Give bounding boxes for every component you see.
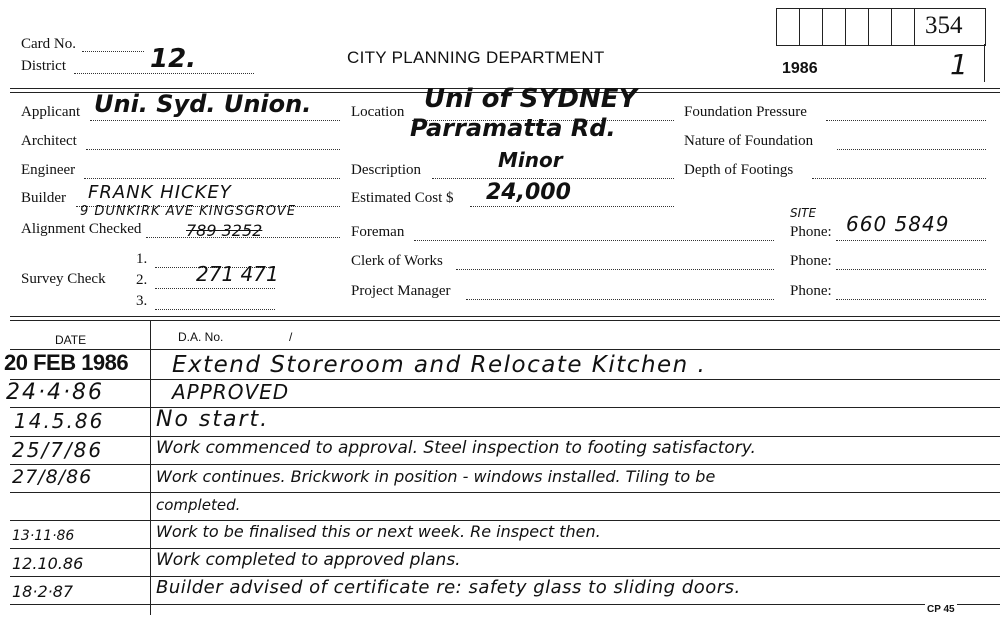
number-box-2 <box>799 8 823 46</box>
log-row-line <box>10 492 1000 493</box>
number-box-3 <box>822 8 846 46</box>
log-entry: Work commenced to approval. Steel inspection to footing satisfactory. <box>156 438 756 458</box>
log-date: 12.10.86 <box>12 554 84 573</box>
year-label: 1986 <box>782 60 818 77</box>
card-number: 354 <box>925 12 963 39</box>
builder-label: Builder <box>21 190 66 206</box>
log-row-line <box>10 379 1000 380</box>
number-box-6 <box>891 8 915 46</box>
applicant-dots <box>90 120 340 121</box>
log-entry: No start. <box>156 407 270 432</box>
applicant-value: Uni. Syd. Union. <box>94 90 312 118</box>
phone-label-3: Phone: <box>790 283 832 299</box>
survey-label: Survey Check <box>21 271 106 287</box>
page-title: CITY PLANNING DEPARTMENT <box>347 48 605 67</box>
da-no-header: D.A. No. <box>178 330 224 344</box>
engineer-dots <box>84 178 340 179</box>
log-date: 14.5.86 <box>14 409 105 433</box>
clerk-label: Clerk of Works <box>351 253 443 269</box>
nature-foundation-dots <box>837 149 986 150</box>
log-date: 13·11·86 <box>12 528 75 544</box>
foreman-label: Foreman <box>351 224 405 240</box>
survey-dots-2 <box>155 288 275 289</box>
cost-value: 24,000 <box>486 180 571 205</box>
phone-dots-3 <box>836 299 986 300</box>
log-entry: APPROVED <box>172 380 290 404</box>
card-no-label: Card No. <box>21 36 76 52</box>
cost-dots <box>470 206 674 207</box>
form-code: CP 45 <box>927 604 955 615</box>
number-box-1 <box>776 8 800 46</box>
cost-label: Estimated Cost $ <box>351 190 454 206</box>
phone-value: 660 5849 <box>846 212 950 236</box>
phone-label-1: Phone: <box>790 224 832 240</box>
phone-dots-2 <box>836 269 986 270</box>
header-right-rule <box>984 44 985 82</box>
card-number-box <box>914 8 986 46</box>
number-box-5 <box>868 8 892 46</box>
foundation-pressure-dots <box>826 120 986 121</box>
builder-address: 9 DUNKIRK AVE KINGSGROVE <box>80 204 297 219</box>
log-entry: completed. <box>156 496 241 514</box>
foundation-pressure-label: Foundation Pressure <box>684 104 807 120</box>
project-manager-label: Project Manager <box>351 283 451 299</box>
engineer-label: Engineer <box>21 162 76 178</box>
number-box-4 <box>845 8 869 46</box>
project-manager-dots <box>466 299 774 300</box>
location-line2: Parramatta Rd. <box>410 114 616 142</box>
log-date: 18·2·87 <box>12 582 74 601</box>
survey-num-3: 3. <box>136 293 148 309</box>
log-date: 24·4·86 <box>6 380 104 405</box>
builder-value: FRANK HICKEY <box>88 182 232 203</box>
clerk-dots <box>456 269 774 270</box>
depth-footings-label: Depth of Footings <box>684 162 794 178</box>
location-line1: Uni of SYDNEY <box>424 84 638 114</box>
card-no-dots <box>82 51 144 52</box>
sub-number: 1 <box>950 48 968 81</box>
log-entry: Work continues. Brickwork in position - windows installed. Tiling to be <box>156 467 716 486</box>
description-label: Description <box>351 162 421 178</box>
survey-num-1: 1. <box>136 251 148 267</box>
architect-label: Architect <box>21 133 77 149</box>
log-row-line <box>10 548 1000 549</box>
log-row-line <box>10 464 1000 465</box>
log-entry: Work to be finalised this or next week. Re inspect then. <box>156 522 601 541</box>
alignment-label: Alignment Checked <box>21 221 142 237</box>
log-entry: Builder advised of certificate re: safety glass to sliding doors. <box>156 577 741 598</box>
log-date: 27/8/86 <box>12 466 93 488</box>
date-column-header: DATE <box>55 333 87 347</box>
log-column-divider <box>150 320 151 615</box>
description-value: Minor <box>498 148 563 172</box>
log-top-rule-2 <box>10 320 1000 321</box>
architect-dots <box>86 149 340 150</box>
log-header-rule <box>10 349 1000 350</box>
log-entry: Work completed to approved plans. <box>156 550 461 570</box>
da-no-slash: / <box>289 330 293 344</box>
alignment-value: 789 3252 <box>186 221 263 240</box>
district-value: 12. <box>150 44 197 74</box>
district-label: District <box>21 58 66 74</box>
site-label: SITE <box>790 206 817 220</box>
phone-dots-1 <box>836 240 986 241</box>
survey-value: 271 471 <box>196 262 279 286</box>
log-row-line <box>10 520 1000 521</box>
location-label: Location <box>351 104 405 120</box>
log-top-rule <box>10 316 1000 317</box>
log-date: 20 FEB 1986 <box>4 350 129 375</box>
applicant-label: Applicant <box>21 104 81 120</box>
survey-dots-3 <box>155 309 275 310</box>
phone-label-2: Phone: <box>790 253 832 269</box>
log-date: 25/7/86 <box>12 438 104 462</box>
log-row-line <box>10 436 1000 437</box>
survey-num-2: 2. <box>136 272 148 288</box>
log-row-line <box>10 604 1000 605</box>
log-entry: Extend Storeroom and Relocate Kitchen . <box>172 352 707 378</box>
description-dots <box>432 178 674 179</box>
nature-foundation-label: Nature of Foundation <box>684 133 814 149</box>
depth-footings-dots <box>812 178 986 179</box>
foreman-dots <box>414 240 774 241</box>
